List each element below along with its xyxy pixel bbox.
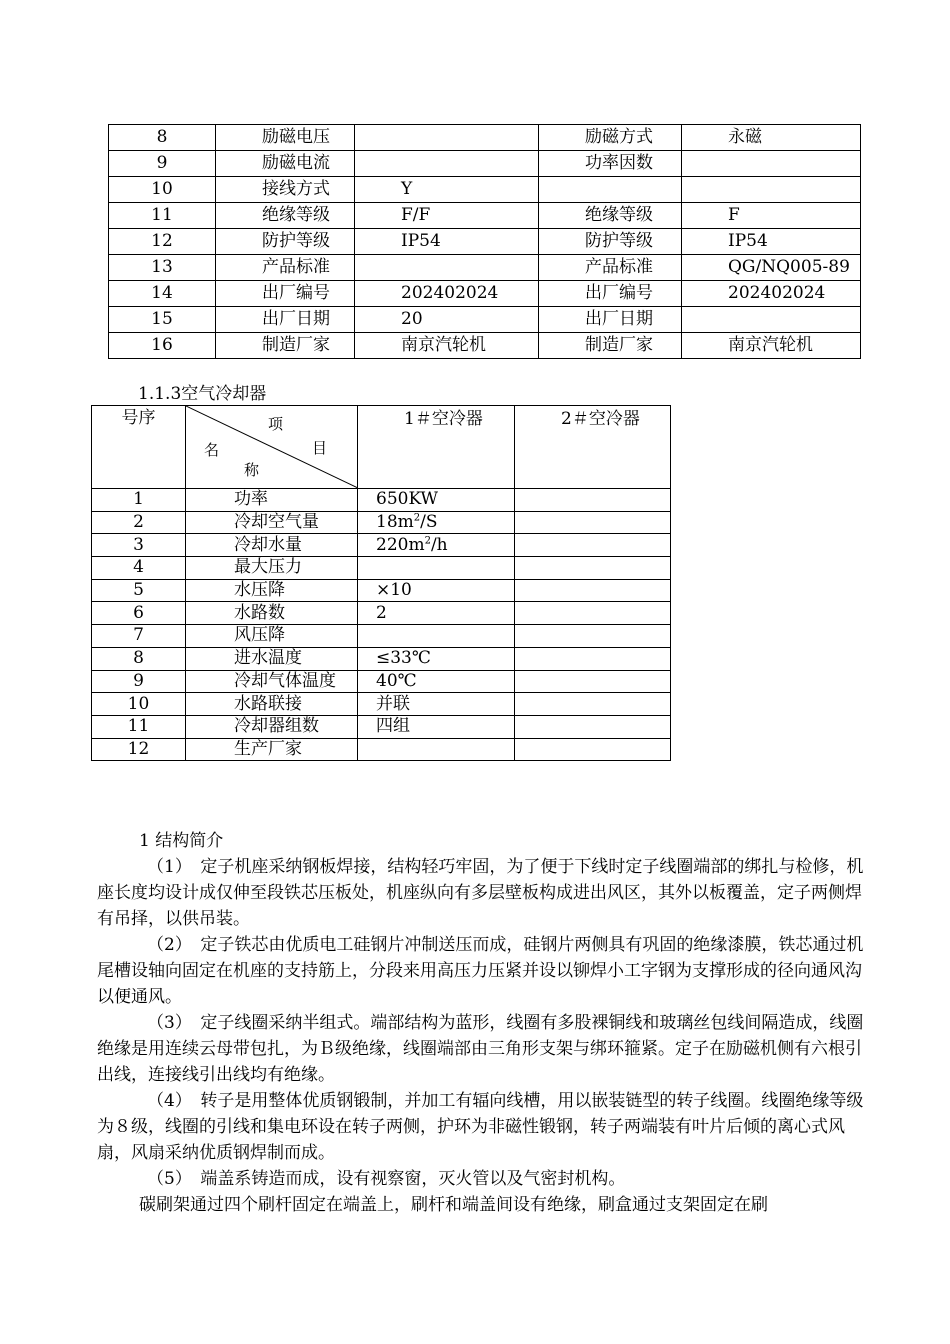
table-cell: 绝缘等级 — [216, 203, 355, 229]
table-cell — [515, 715, 671, 738]
table-cell: 励磁电压 — [216, 125, 355, 151]
table-row — [109, 177, 861, 203]
table-cell: 出厂日期 — [539, 307, 682, 333]
table-cell: QG/NQ005-89 — [682, 255, 861, 281]
table-cell: 14 — [109, 281, 216, 307]
table-cell — [358, 693, 515, 716]
table-cell — [515, 557, 671, 580]
table-row — [109, 255, 861, 281]
table-cell — [358, 511, 515, 534]
table-row — [92, 511, 671, 534]
diag-label-bottom: 称 — [244, 461, 260, 479]
cell-text: 18m — [376, 512, 414, 533]
table-cell — [682, 307, 861, 333]
table-cell — [358, 647, 515, 670]
table-row — [92, 670, 671, 693]
table-cell: 20 — [355, 307, 539, 333]
table-cell: F — [682, 203, 861, 229]
table-cell — [358, 602, 515, 625]
air-cooler-table — [91, 405, 671, 761]
table-cell: 防护等级 — [539, 229, 682, 255]
cell-text: 生产厂家 — [234, 738, 302, 759]
table-row — [109, 333, 861, 359]
table-cell: 永磁 — [682, 125, 861, 151]
table-cell — [515, 670, 671, 693]
cell-text: 1 — [133, 489, 144, 510]
table-cell — [539, 177, 682, 203]
table-cell — [515, 693, 671, 716]
table-cell — [92, 602, 186, 625]
table-cell — [92, 511, 186, 534]
table-cell: IP54 — [355, 229, 539, 255]
paragraph: （2） 定子铁芯由优质电工硅钢片冲制送压而成，硅钢片两侧具有巩固的绝缘漆膜，铁芯通过机尾槽设轴向固定在机座的支持筋上，分段来用高压力压紧并设以铆焊小工字钢为支撑形成的径向通风沟以便通风。 — [97, 935, 864, 1007]
table-row — [109, 307, 861, 333]
table-cell — [515, 579, 671, 602]
table-cell — [358, 534, 515, 557]
table-cell: 产品标准 — [216, 255, 355, 281]
table-cell — [186, 670, 358, 693]
body-heading: 1 结构简介 — [139, 831, 224, 851]
table-cell: 制造厂家 — [216, 333, 355, 359]
cell-text: 冷却水量 — [234, 534, 302, 555]
table-cell — [358, 625, 515, 648]
table-cell — [92, 625, 186, 648]
table-cell — [186, 693, 358, 716]
table-cell: IP54 — [682, 229, 861, 255]
cell-text: 冷却器组数 — [234, 716, 319, 737]
table-cell — [515, 489, 671, 512]
table-cell — [92, 534, 186, 557]
header-col1: 1＃空冷器 — [358, 406, 515, 489]
cell-text: 进水温度 — [234, 648, 302, 669]
table-cell: 出厂编号 — [216, 281, 355, 307]
table-cell: Y — [355, 177, 539, 203]
cell-text: 水压降 — [234, 580, 285, 601]
table-cell — [92, 693, 186, 716]
table-row — [92, 647, 671, 670]
cell-text: ≤33℃ — [376, 648, 431, 669]
table-cell: 制造厂家 — [539, 333, 682, 359]
cell-text: 风压降 — [234, 625, 285, 646]
cell-text: 12 — [127, 738, 150, 759]
cell-text: 并联 — [376, 693, 410, 714]
table-row — [92, 579, 671, 602]
table-cell — [682, 151, 861, 177]
table-cell — [358, 489, 515, 512]
cell-text: 7 — [133, 625, 144, 646]
table-cell — [355, 255, 539, 281]
table-cell: 接线方式 — [216, 177, 355, 203]
table-cell: 202402024 — [682, 281, 861, 307]
cell-text: 2 — [133, 512, 144, 533]
table-cell: 防护等级 — [216, 229, 355, 255]
table-cell — [355, 125, 539, 151]
cell-text: 8 — [133, 648, 144, 669]
cell-text: 9 — [133, 670, 144, 691]
table-cell — [358, 557, 515, 580]
table-row — [109, 203, 861, 229]
table-cell — [358, 579, 515, 602]
table-row — [92, 602, 671, 625]
table-cell — [515, 738, 671, 761]
diag-label-right: 目 — [312, 439, 328, 457]
table-cell: 励磁电流 — [216, 151, 355, 177]
table-cell: F/F — [355, 203, 539, 229]
table-cell: 10 — [109, 177, 216, 203]
cell-text: 功率 — [234, 489, 268, 510]
paragraph: （1） 定子机座采纳钢板焊接，结构轻巧牢固，为了便于下线时定子线圈端部的绑扎与检修，机座长度均设计成仅伸至段铁芯压板处，机座纵向有多层壁板构成进出风区，其外以板覆盖，定子两侧焊有吊择，以供吊装。 — [97, 857, 864, 929]
table-row — [92, 693, 671, 716]
cell-text: 11 — [127, 716, 150, 737]
table-cell — [92, 647, 186, 670]
cell-text: 冷却空气量 — [234, 512, 319, 533]
header-diagonal-cell — [186, 406, 358, 489]
table-row — [109, 281, 861, 307]
cell-text: 3 — [133, 534, 144, 555]
table-cell: 202402024 — [355, 281, 539, 307]
table-row — [92, 557, 671, 580]
cell-text: 水路联接 — [234, 693, 302, 714]
table-cell — [92, 489, 186, 512]
header-no: 号序 — [92, 406, 186, 489]
table-cell: 8 — [109, 125, 216, 151]
table-row — [92, 489, 671, 512]
cell-text: 水路数 — [234, 602, 285, 623]
table-cell — [186, 602, 358, 625]
table-cell: 12 — [109, 229, 216, 255]
cell-text: 最大压力 — [234, 557, 302, 578]
cell-text: 10 — [127, 693, 150, 714]
table-cell: 11 — [109, 203, 216, 229]
generator-spec-table — [108, 124, 861, 359]
table-cell — [355, 151, 539, 177]
paragraph: （4） 转子是用整体优质钢锻制，并加工有辐向线槽，用以嵌装链型的转子线圈。线圈绝缘等级为８级，线圈的引线和集电环设在转子两侧，护环为非磁性锻钢，转子两端装有叶片后倾的离心式风扇，风扇采纳优质钢焊制而成。 — [97, 1091, 864, 1163]
paragraph: 碳刷架通过四个刷杆固定在端盖上，刷杆和端盖间设有绝缘，刷盒通过支架固定在刷 — [139, 1195, 768, 1215]
table-cell — [515, 647, 671, 670]
cell-text: 6 — [133, 602, 144, 623]
table-cell — [186, 489, 358, 512]
table-cell — [186, 738, 358, 761]
table-cell — [186, 715, 358, 738]
table-row — [109, 151, 861, 177]
unit-tail: /S — [420, 512, 438, 533]
table-row — [109, 229, 861, 255]
cell-text: 冷却气体温度 — [234, 670, 336, 691]
table-row — [92, 738, 671, 761]
table-cell — [186, 647, 358, 670]
cell-text: 5 — [133, 580, 144, 601]
cell-text: 2 — [376, 602, 387, 623]
cell-text: 40℃ — [376, 670, 417, 691]
table-cell — [515, 602, 671, 625]
cell-text: 四组 — [376, 716, 410, 737]
section-title: 1.1.3空气冷却器 — [138, 384, 267, 404]
diag-label-left: 名 — [204, 441, 220, 459]
table-cell — [515, 534, 671, 557]
table-cell — [358, 670, 515, 693]
table-cell — [92, 738, 186, 761]
header-col2: 2＃空冷器 — [515, 406, 671, 489]
table-cell: 9 — [109, 151, 216, 177]
table-cell: 南京汽轮机 — [682, 333, 861, 359]
table-row — [92, 625, 671, 648]
table-cell — [186, 534, 358, 557]
table-cell: 出厂编号 — [539, 281, 682, 307]
table-cell: 励磁方式 — [539, 125, 682, 151]
table-row — [92, 534, 671, 557]
table-cell — [92, 670, 186, 693]
table-cell: 功率因数 — [539, 151, 682, 177]
table-cell — [358, 738, 515, 761]
table-cell: 15 — [109, 307, 216, 333]
paragraph: （5） 端盖系铸造而成，设有视察窗，灭火管以及气密封机构。 — [147, 1169, 626, 1189]
diag-label-top: 项 — [268, 415, 284, 433]
table-cell: 南京汽轮机 — [355, 333, 539, 359]
table-cell — [186, 579, 358, 602]
table-cell: 产品标准 — [539, 255, 682, 281]
cell-text: ×10 — [376, 580, 412, 601]
paragraph: （3） 定子线圈采纳半组式。端部结构为蓝形，线圈有多股裸铜线和玻璃丝包线间隔造成，线圈绝缘是用连续云母带包扎，为Ｂ级绝缘，线圈端部由三角形支架与绑环箍紧。定子在励磁机侧有六根引出线，连接线引出线均有绝缘。 — [97, 1013, 864, 1085]
table-cell — [682, 177, 861, 203]
unit-superscript: 2 — [413, 512, 421, 524]
table-cell — [515, 625, 671, 648]
table-cell — [92, 715, 186, 738]
table-row — [109, 125, 861, 151]
table-cell: 绝缘等级 — [539, 203, 682, 229]
cell-text: 650KW — [376, 489, 439, 510]
table-cell — [186, 557, 358, 580]
table-cell: 出厂日期 — [216, 307, 355, 333]
table-cell: 16 — [109, 333, 216, 359]
table-cell — [358, 715, 515, 738]
table-cell — [92, 557, 186, 580]
table-cell: 13 — [109, 255, 216, 281]
unit-tail: /h — [430, 534, 448, 555]
table-cell — [186, 625, 358, 648]
table-cell — [92, 579, 186, 602]
unit-superscript: 2 — [424, 535, 431, 547]
cell-text: 4 — [133, 557, 144, 578]
table-cell — [515, 511, 671, 534]
table-cell — [186, 511, 358, 534]
table-header-row — [92, 406, 671, 489]
table-row — [92, 715, 671, 738]
cell-text: 220m — [376, 534, 425, 555]
body-text — [97, 828, 867, 1218]
